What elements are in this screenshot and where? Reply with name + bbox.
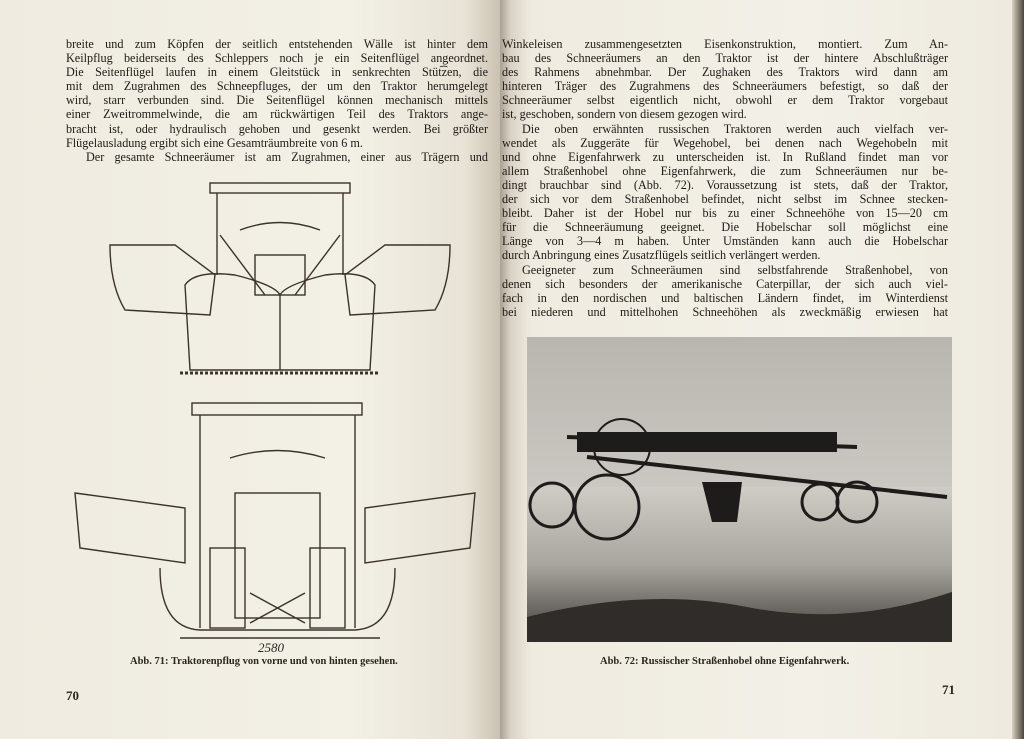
text-line: Der gesamte Schneeräumer ist am Zugrahmen, einer aus Trägern und xyxy=(86,149,488,164)
text-line: einer Zweitrommelwinde, die am rückwärtigen Teil des Traktors ange- xyxy=(66,107,488,122)
plow-front-view-drawing xyxy=(105,175,455,385)
text-line: des Rahmens abnehmbar. Der Zughaken des Traktors wird dann am xyxy=(502,65,948,80)
text-line: für die Schneeräumung geeignet. Die Hobelschar soll möglichst eine xyxy=(502,220,948,235)
text-line: bei niederen und mittelhohen Schneehöhen als zweckmäßig erwiesen hat xyxy=(502,304,948,319)
left-body-text xyxy=(66,37,488,164)
road-grader-photo xyxy=(527,337,952,642)
text-line: bau des Schneeräumers an den Traktor ist der hintere Abschlußträger xyxy=(502,51,948,66)
figure-71-caption: Abb. 71: Traktorenpflug von vorne und von hinten gesehen. xyxy=(130,656,398,667)
book-edge xyxy=(1012,0,1024,739)
dimension-label: 2580 xyxy=(258,640,284,655)
text-line: dingt brauchbar sind (Abb. 72). Voraussetzung ist stets, daß der Traktor, xyxy=(502,177,948,192)
text-line: ist, geschoben, sondern von diesem gezogen wird. xyxy=(502,107,747,122)
text-line: Länge von 3—4 m haben. Unter Umständen kann auch die Hobelschar xyxy=(502,234,948,249)
right-body-text xyxy=(502,37,948,319)
text-line: Die oben erwähnten russischen Traktoren werden auch vielfach ver- xyxy=(522,121,948,136)
text-line: wendet als Zuggeräte für Wegehobel, bei denen nach Wegehobeln mit xyxy=(502,135,948,150)
text-line: Flügelausladung ergibt sich eine Gesamträumbreite von 6 m. xyxy=(66,135,363,150)
text-line: bleibt. Daher ist der Hobel nur bis zu einer Schneehöhe von 15—20 cm xyxy=(502,206,948,221)
text-line: breite und zum Köpfen der seitlich entstehenden Wälle ist hinter dem xyxy=(66,37,488,51)
page-number-left: 70 xyxy=(66,688,79,703)
text-line: mit dem Zugrahmen des Schneepfluges, der um den Traktor herumgelegt xyxy=(66,79,488,94)
text-line: denen sich besonders der amerikanische Caterpillar, der sich auch viel- xyxy=(502,276,948,291)
text-line: und ohne Eigenfahrwerk zu unterscheiden ist. In Rußland findet man vor xyxy=(502,149,948,164)
text-line: hinteren Träger des Zugrahmens des Schneeräumers befestigt, so daß der xyxy=(502,79,948,94)
text-line: allem Straßenhobel ohne Eigenfahrwerk, die zum Schneeräumen nur be- xyxy=(502,163,948,178)
text-line: wird, starr verbunden sind. Die Seitenflügel können mechanisch mittels xyxy=(66,93,488,108)
right-page xyxy=(500,0,1016,739)
text-line: Keilpflug beiderseits des Schleppers noch je ein Seitenflügel angeordnet. xyxy=(66,51,488,66)
text-line: Winkeleisen zusammengesetzten Eisenkonstruktion, montiert. Zum An- xyxy=(502,37,948,51)
text-line: bracht ist, oder hydraulisch gehoben und gesenkt werden. Bei größter xyxy=(66,121,488,136)
text-line: Schneeräumer selbst eigentlich nicht, obwohl er dem Traktor vorgebaut xyxy=(502,93,948,108)
plow-rear-view-drawing xyxy=(70,398,480,648)
page-number-right: 71 xyxy=(942,682,955,697)
text-line: fach in den nordischen und baltischen Ländern findet, im Winterdienst xyxy=(502,290,948,305)
text-line: durch Anbringung eines Zusatzflügels seitlich verlängert werden. xyxy=(502,248,821,263)
text-line: der sich vor dem Straßenhobel befindet, nicht selbst im Schnee stecken- xyxy=(502,192,948,207)
text-line: Geeigneter zum Schneeräumen sind selbstfahrende Straßenhobel, von xyxy=(522,262,948,277)
text-line: Die Seitenflügel laufen in einem Gleitstück in senkrechten Stüt͡zen, die xyxy=(66,65,488,80)
left-page xyxy=(0,0,500,739)
figure-72-caption: Abb. 72: Russischer Straßenhobel ohne Eigenfahrwerk. xyxy=(600,656,850,667)
